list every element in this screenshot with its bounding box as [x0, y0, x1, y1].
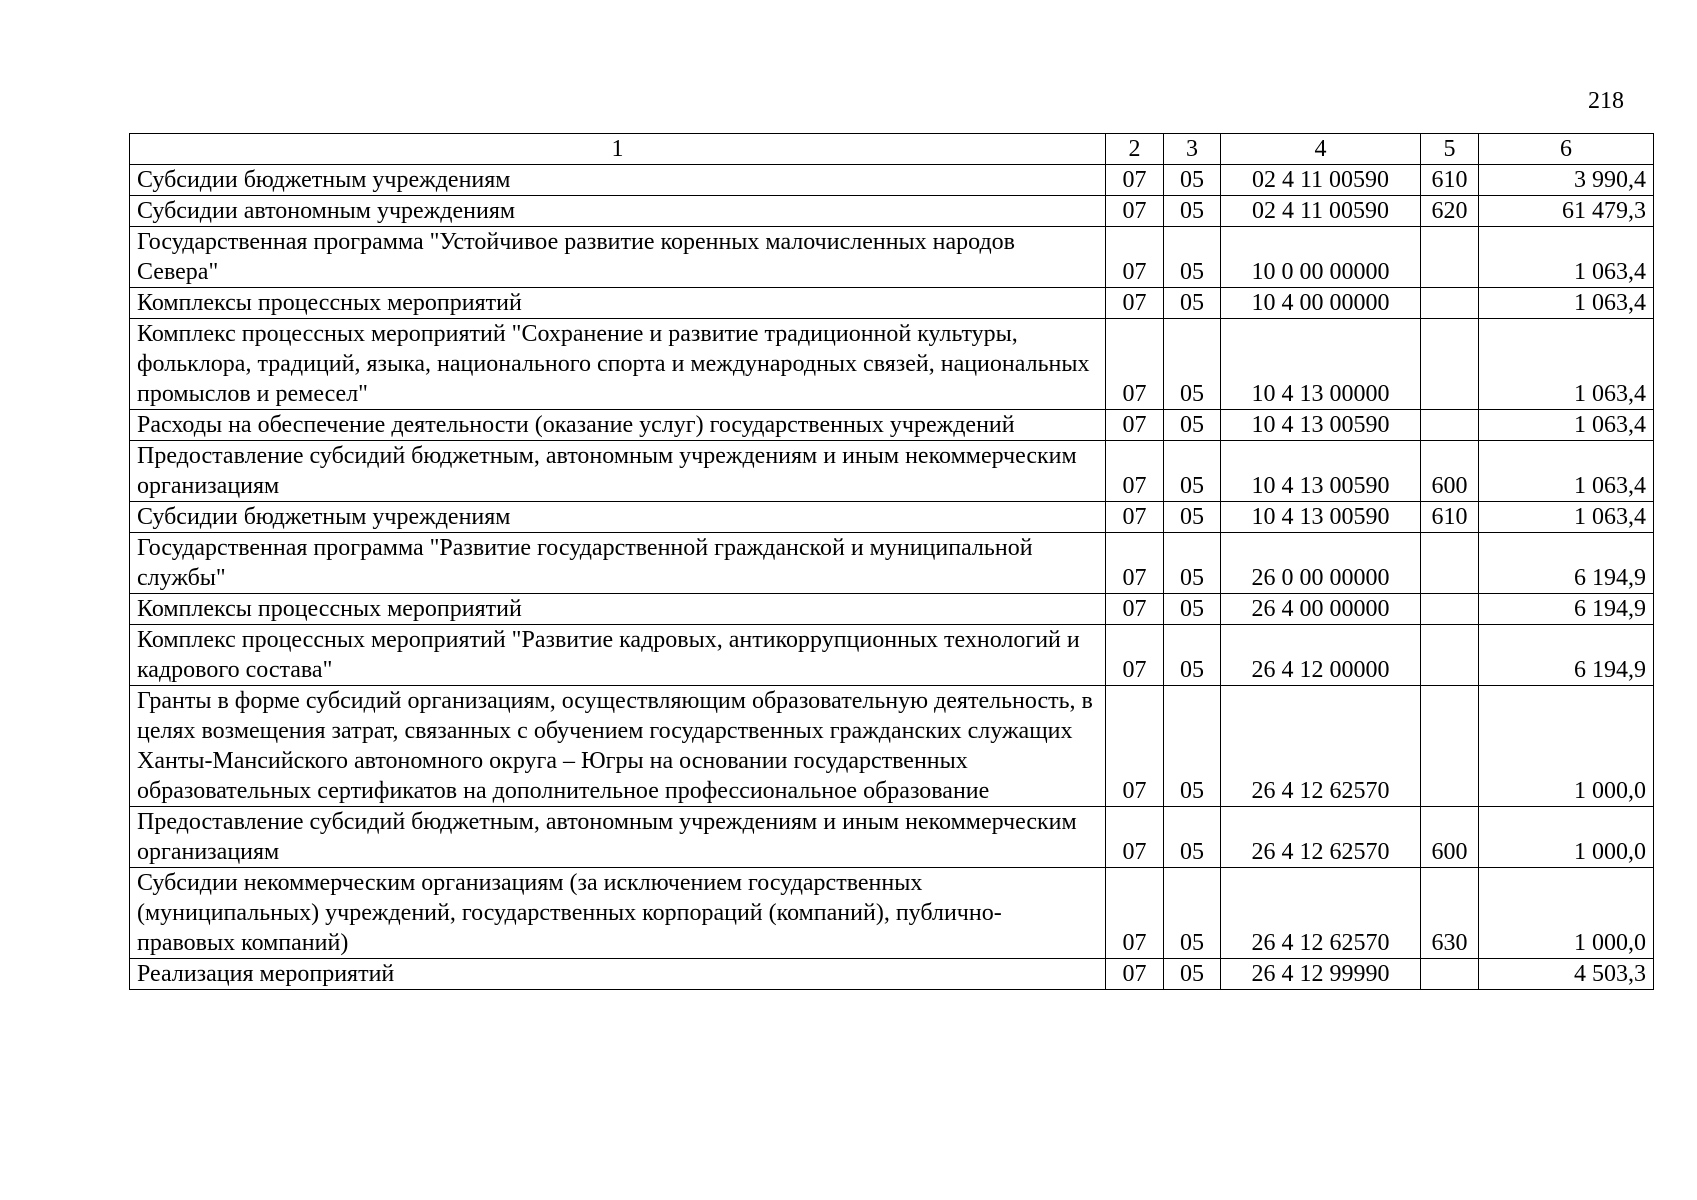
row-target-article-cell: 10 4 00 00000 — [1221, 288, 1421, 319]
row-name-cell: Субсидии бюджетным учреждениям — [130, 502, 1106, 533]
table-row — [130, 441, 1654, 502]
row-expense-type-cell — [1421, 410, 1479, 441]
row-target-article-cell: 10 4 13 00590 — [1221, 410, 1421, 441]
row-amount-cell: 1 063,4 — [1479, 319, 1654, 410]
header-cell: 1 — [130, 134, 1106, 165]
budget-table — [129, 133, 1654, 990]
row-amount-cell: 1 000,0 — [1479, 686, 1654, 807]
row-expense-type-cell: 630 — [1421, 868, 1479, 959]
row-amount-cell: 6 194,9 — [1479, 625, 1654, 686]
row-target-article-cell: 10 0 00 00000 — [1221, 227, 1421, 288]
row-subsection-cell: 05 — [1164, 533, 1221, 594]
table-row — [130, 165, 1654, 196]
row-expense-type-cell — [1421, 594, 1479, 625]
row-target-article-cell: 26 4 12 62570 — [1221, 868, 1421, 959]
table-row — [130, 868, 1654, 959]
header-row — [130, 134, 1654, 165]
row-name-cell: Субсидии автономным учреждениям — [130, 196, 1106, 227]
row-expense-type-cell: 600 — [1421, 807, 1479, 868]
row-section-cell: 07 — [1106, 533, 1164, 594]
row-name-cell: Предоставление субсидий бюджетным, автономным учреждениям и иным некоммерческим организациям — [130, 441, 1106, 502]
row-amount-cell: 1 063,4 — [1479, 441, 1654, 502]
row-amount-cell: 1 063,4 — [1479, 288, 1654, 319]
row-subsection-cell: 05 — [1164, 868, 1221, 959]
row-expense-type-cell — [1421, 227, 1479, 288]
table-row — [130, 625, 1654, 686]
row-expense-type-cell: 620 — [1421, 196, 1479, 227]
row-section-cell: 07 — [1106, 441, 1164, 502]
row-name-cell: Государственная программа "Развитие государственной гражданской и муниципальной службы" — [130, 533, 1106, 594]
row-expense-type-cell — [1421, 288, 1479, 319]
row-name-cell: Субсидии некоммерческим организациям (за исключением государственных (муниципальных) учреждений, государственных корпораций (компаний), публично-правовых компаний) — [130, 868, 1106, 959]
header-cell: 2 — [1106, 134, 1164, 165]
row-expense-type-cell — [1421, 625, 1479, 686]
row-subsection-cell: 05 — [1164, 502, 1221, 533]
row-section-cell: 07 — [1106, 410, 1164, 441]
row-section-cell: 07 — [1106, 594, 1164, 625]
row-subsection-cell: 05 — [1164, 165, 1221, 196]
header-cell: 5 — [1421, 134, 1479, 165]
row-name-cell: Гранты в форме субсидий организациям, осуществляющим образовательную деятельность, в целях возмещения затрат, связанных с обучением государственных гражданских служащих Ханты-Мансийского автономного округа – Югры на основании государственных образовательных сертификатов на дополнительное профессиональное образование — [130, 686, 1106, 807]
header-cell: 6 — [1479, 134, 1654, 165]
table-body — [130, 165, 1654, 990]
row-target-article-cell: 26 4 12 00000 — [1221, 625, 1421, 686]
row-subsection-cell: 05 — [1164, 288, 1221, 319]
table-row — [130, 533, 1654, 594]
row-name-cell: Государственная программа "Устойчивое развитие коренных малочисленных народов Севера" — [130, 227, 1106, 288]
row-expense-type-cell — [1421, 319, 1479, 410]
page-number: 218 — [1588, 88, 1624, 114]
row-name-cell: Комплексы процессных мероприятий — [130, 288, 1106, 319]
row-name-cell: Комплекс процессных мероприятий "Развитие кадровых, антикоррупционных технологий и кадрового состава" — [130, 625, 1106, 686]
table-row — [130, 227, 1654, 288]
row-section-cell: 07 — [1106, 807, 1164, 868]
row-target-article-cell: 02 4 11 00590 — [1221, 196, 1421, 227]
row-amount-cell: 1 063,4 — [1479, 410, 1654, 441]
row-section-cell: 07 — [1106, 686, 1164, 807]
row-name-cell: Комплексы процессных мероприятий — [130, 594, 1106, 625]
row-expense-type-cell: 600 — [1421, 441, 1479, 502]
row-target-article-cell: 26 4 12 62570 — [1221, 807, 1421, 868]
row-target-article-cell: 10 4 13 00590 — [1221, 502, 1421, 533]
table-row — [130, 686, 1654, 807]
row-target-article-cell: 02 4 11 00590 — [1221, 165, 1421, 196]
row-subsection-cell: 05 — [1164, 319, 1221, 410]
row-section-cell: 07 — [1106, 288, 1164, 319]
row-subsection-cell: 05 — [1164, 441, 1221, 502]
row-subsection-cell: 05 — [1164, 807, 1221, 868]
row-amount-cell: 61 479,3 — [1479, 196, 1654, 227]
row-expense-type-cell: 610 — [1421, 165, 1479, 196]
row-target-article-cell: 26 0 00 00000 — [1221, 533, 1421, 594]
table-row — [130, 502, 1654, 533]
row-subsection-cell: 05 — [1164, 410, 1221, 441]
table-row — [130, 319, 1654, 410]
row-expense-type-cell — [1421, 959, 1479, 990]
row-amount-cell: 1 000,0 — [1479, 807, 1654, 868]
row-section-cell: 07 — [1106, 165, 1164, 196]
row-target-article-cell: 26 4 00 00000 — [1221, 594, 1421, 625]
row-subsection-cell: 05 — [1164, 594, 1221, 625]
row-target-article-cell: 10 4 13 00000 — [1221, 319, 1421, 410]
row-amount-cell: 1 000,0 — [1479, 868, 1654, 959]
row-subsection-cell: 05 — [1164, 227, 1221, 288]
table-row — [130, 288, 1654, 319]
row-amount-cell: 4 503,3 — [1479, 959, 1654, 990]
row-subsection-cell: 05 — [1164, 625, 1221, 686]
row-amount-cell: 6 194,9 — [1479, 533, 1654, 594]
row-amount-cell: 1 063,4 — [1479, 502, 1654, 533]
row-section-cell: 07 — [1106, 502, 1164, 533]
table-row — [130, 196, 1654, 227]
row-section-cell: 07 — [1106, 625, 1164, 686]
table-row — [130, 959, 1654, 990]
row-section-cell: 07 — [1106, 868, 1164, 959]
row-name-cell: Реализация мероприятий — [130, 959, 1106, 990]
row-subsection-cell: 05 — [1164, 686, 1221, 807]
row-name-cell: Субсидии бюджетным учреждениям — [130, 165, 1106, 196]
table-row — [130, 594, 1654, 625]
row-expense-type-cell — [1421, 686, 1479, 807]
row-subsection-cell: 05 — [1164, 196, 1221, 227]
row-subsection-cell: 05 — [1164, 959, 1221, 990]
row-expense-type-cell — [1421, 533, 1479, 594]
row-name-cell: Расходы на обеспечение деятельности (оказание услуг) государственных учреждений — [130, 410, 1106, 441]
row-amount-cell: 3 990,4 — [1479, 165, 1654, 196]
row-target-article-cell: 10 4 13 00590 — [1221, 441, 1421, 502]
row-section-cell: 07 — [1106, 319, 1164, 410]
row-target-article-cell: 26 4 12 99990 — [1221, 959, 1421, 990]
row-target-article-cell: 26 4 12 62570 — [1221, 686, 1421, 807]
row-name-cell: Комплекс процессных мероприятий "Сохранение и развитие традиционной культуры, фольклора, традиций, языка, национального спорта и международных связей, национальных промыслов и ремесел" — [130, 319, 1106, 410]
row-expense-type-cell: 610 — [1421, 502, 1479, 533]
row-section-cell: 07 — [1106, 959, 1164, 990]
table-row — [130, 807, 1654, 868]
row-amount-cell: 1 063,4 — [1479, 227, 1654, 288]
header-cell: 3 — [1164, 134, 1221, 165]
row-section-cell: 07 — [1106, 196, 1164, 227]
row-section-cell: 07 — [1106, 227, 1164, 288]
header-cell: 4 — [1221, 134, 1421, 165]
table-row — [130, 410, 1654, 441]
row-name-cell: Предоставление субсидий бюджетным, автономным учреждениям и иным некоммерческим организациям — [130, 807, 1106, 868]
row-amount-cell: 6 194,9 — [1479, 594, 1654, 625]
